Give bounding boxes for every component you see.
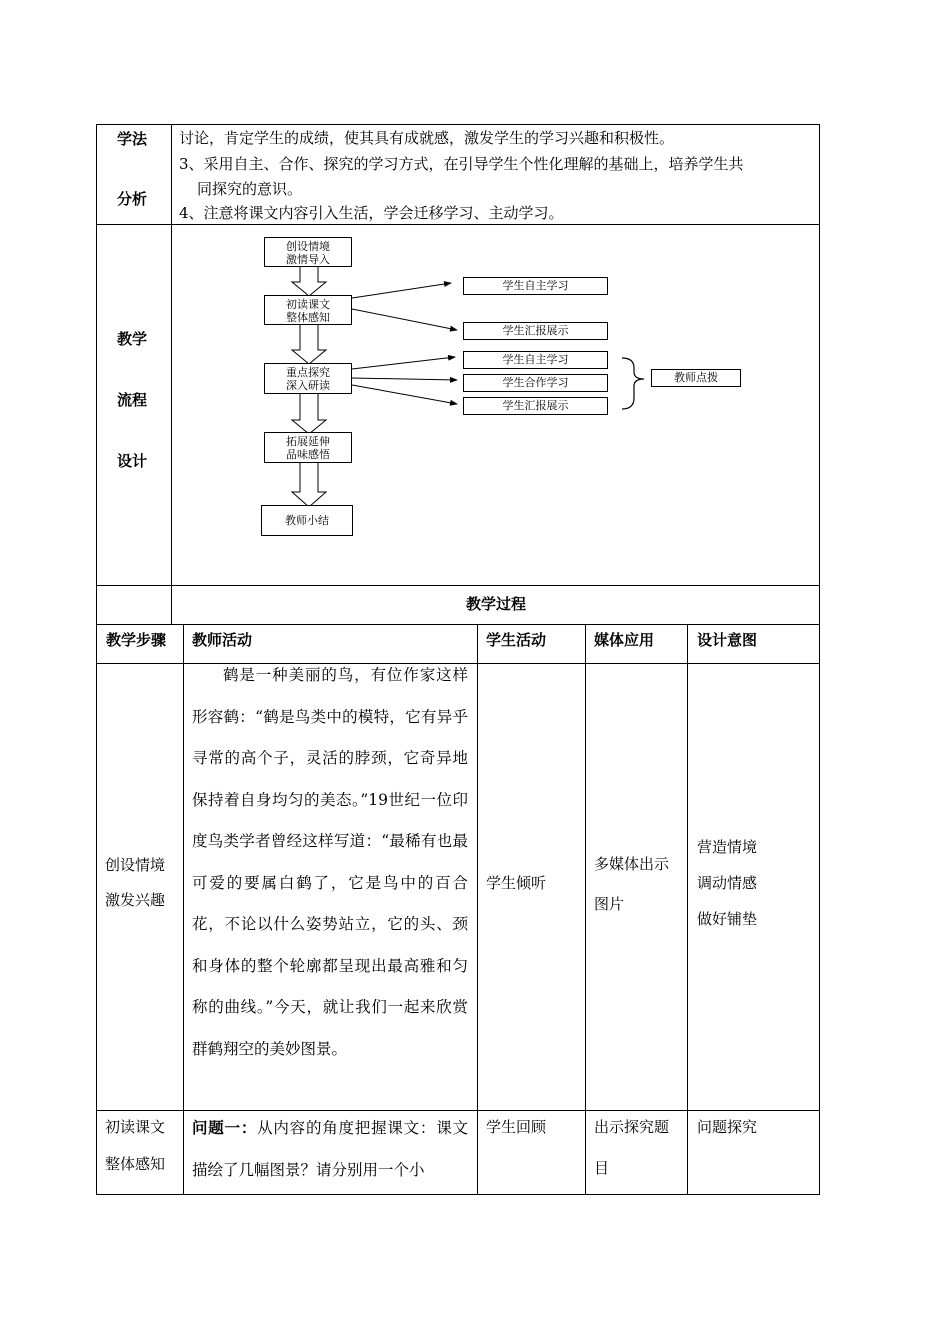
- flow-step-1: 创设情境 激情导入: [264, 237, 352, 267]
- xuefa-label-1: 学法: [117, 130, 148, 148]
- row2-step-1: 初读课文: [105, 1118, 166, 1136]
- question-text: 从内容的角度把握课文：课文描绘了几幅图景？请分别用一个小: [192, 1119, 468, 1179]
- header-step: 教学步骤: [106, 631, 167, 649]
- row1-intent-3: 做好铺垫: [697, 910, 758, 928]
- flow-label-2: 流程: [117, 391, 148, 409]
- brace: [622, 358, 644, 409]
- xuefa-line-1: 讨论，肯定学生的成绩，使其具有成就感，激发学生的学习兴趣和积极性。: [179, 129, 675, 147]
- row1-intent-2: 调动情感: [697, 874, 758, 892]
- arrow-to-report-b: [352, 385, 457, 404]
- xuefa-line-3: 同探究的意识。: [197, 180, 303, 198]
- row2-step-2: 整体感知: [105, 1155, 166, 1173]
- branch-a-self-study: 学生自主学习: [463, 277, 608, 295]
- row1-teacher-activity: 鹤是一种美丽的鸟，有位作家这样形容鹤：“鹤是鸟类中的模特，它有异乎寻常的高个子，灵活的脖颈，它奇异地保持着自身均匀的美态。”19世纪一位印度鸟类学者曾经这样写道：“最稀有也最可爱的要属白鹤了，它是鸟中的百合花，不论以什么姿势站立，它的头、颈和身体的整个轮廓都呈现出最高雅和匀称的曲线。”今天，就让我们一起来欣赏群鹤翔空的美妙图景。: [192, 666, 468, 1058]
- header-student: 学生活动: [486, 631, 547, 649]
- header-teacher: 教师活动: [192, 631, 253, 649]
- flow-label-1: 教学: [117, 330, 148, 348]
- flow-label-3: 设计: [117, 452, 148, 470]
- row2-media-1: 出示探究题: [594, 1118, 670, 1136]
- row1-student-activity: 学生倾听: [486, 874, 547, 892]
- flow-step-4: 拓展延伸 品味感悟: [264, 432, 352, 463]
- teacher-guide-box: 教师点拨: [651, 369, 741, 387]
- branch-b-self-study: 学生自主学习: [463, 351, 608, 369]
- down-arrow-4: [292, 462, 326, 507]
- down-arrow-2: [292, 324, 326, 364]
- flow-step-5: 教师小结: [261, 505, 353, 536]
- row1-media-1: 多媒体出示: [594, 855, 670, 873]
- branch-b-coop: 学生合作学习: [463, 374, 608, 392]
- down-arrow-1: [292, 266, 326, 296]
- arrow-to-self-study-b: [352, 357, 455, 369]
- arrow-to-coop-b: [352, 378, 457, 380]
- flow-step-2: 初读课文 整体感知: [264, 295, 352, 325]
- row1-media-2: 图片: [594, 895, 625, 913]
- question-label: 问题一：: [192, 1118, 258, 1137]
- row1-step-2: 激发兴趣: [105, 891, 166, 909]
- xuefa-label-2: 分析: [117, 190, 148, 208]
- branch-a-report: 学生汇报展示: [463, 322, 608, 340]
- xuefa-line-4: 4、注意将课文内容引入生活，学会迁移学习、主动学习。: [179, 204, 564, 222]
- flow-step-3: 重点探究 深入研读: [264, 363, 352, 394]
- xuefa-line-2: 3、采用自主、合作、探究的学习方式，在引导学生个性化理解的基础上，培养学生共: [179, 155, 744, 173]
- row2-media-2: 目: [594, 1159, 610, 1177]
- row2-intent: 问题探究: [697, 1118, 758, 1136]
- down-arrow-3: [292, 393, 326, 434]
- row1-step-1: 创设情境: [105, 856, 166, 874]
- header-media: 媒体应用: [594, 631, 655, 649]
- row2-teacher-activity: [192, 1107, 468, 1191]
- process-title: 教学过程: [465, 595, 526, 613]
- arrow-to-report-a: [352, 309, 457, 330]
- row1-intent-1: 营造情境: [697, 838, 758, 856]
- arrow-to-self-study-a: [352, 283, 451, 298]
- header-intent: 设计意图: [697, 631, 758, 649]
- row2-student-activity: 学生回顾: [486, 1118, 547, 1136]
- branch-b-report: 学生汇报展示: [463, 397, 608, 415]
